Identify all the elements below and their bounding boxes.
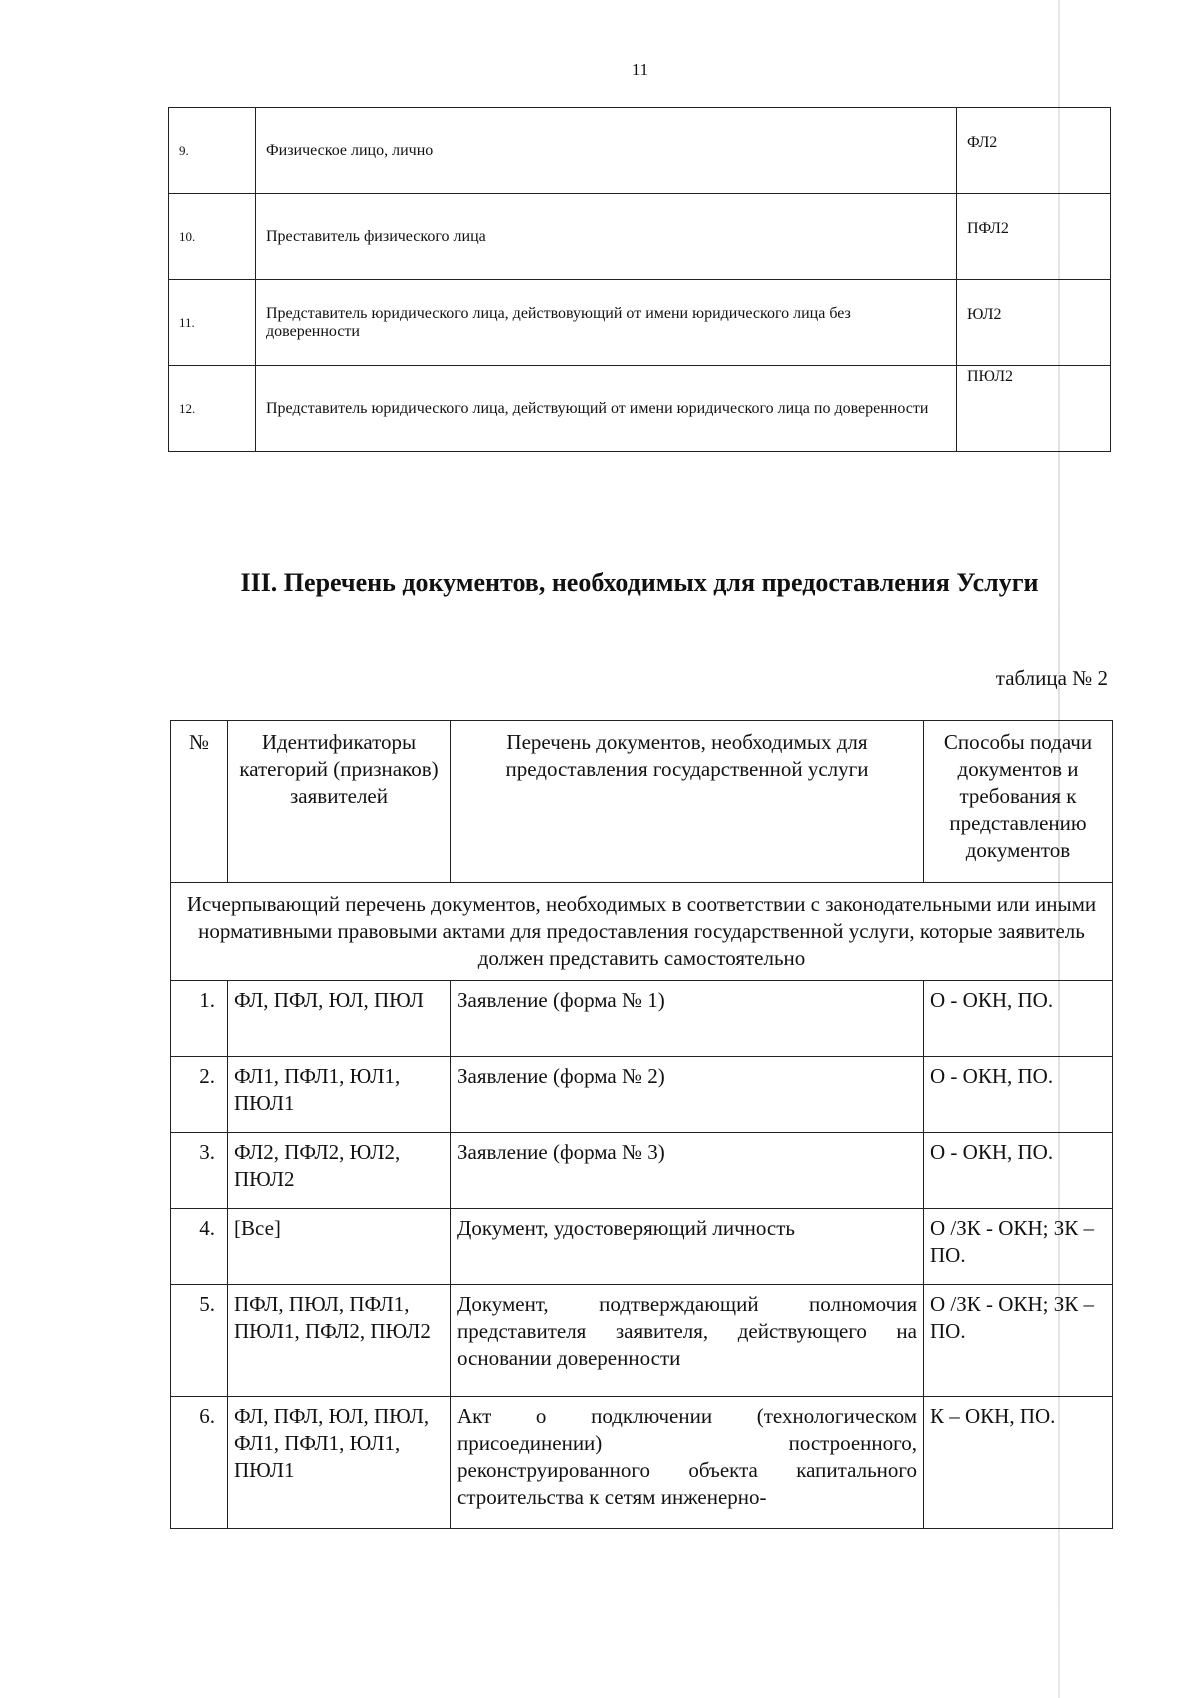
table-row xyxy=(171,981,1113,1057)
row-document: Документ, подтверждающий полномочия представителя заявителя, действующего на основании доверенности xyxy=(451,1285,924,1397)
table-section-row xyxy=(171,883,1113,981)
documents-table xyxy=(170,720,1113,1529)
table-row xyxy=(171,1133,1113,1209)
row-code: ЮЛ2 xyxy=(957,280,1111,366)
table-row xyxy=(171,1057,1113,1133)
header-identifiers: Идентификаторы категорий (признаков) заявителей xyxy=(228,721,451,883)
row-identifiers: [Все] xyxy=(228,1209,451,1285)
row-code: ПЮЛ2 xyxy=(957,366,1111,452)
row-method: О - ОКН, ПО. xyxy=(924,1133,1113,1209)
row-method: К – ОКН, ПО. xyxy=(924,1397,1113,1529)
row-number: 11. xyxy=(169,280,256,366)
row-method: О /ЗК - ОКН; ЗК – ПО. xyxy=(924,1285,1113,1397)
row-code: ПФЛ2 xyxy=(957,194,1111,280)
table-row xyxy=(169,194,1111,280)
row-method: О - ОКН, ПО. xyxy=(924,1057,1113,1133)
row-document: Акт о подключении (технологическом присоединении) построенного, реконструированного объекта капитального строительства к сетям инженерно- xyxy=(451,1397,924,1529)
row-number: 9. xyxy=(169,108,256,194)
row-number: 4. xyxy=(171,1209,228,1285)
row-description: Представитель юридического лица, действовующий от имени юридического лица без доверенности xyxy=(256,280,957,366)
row-document: Документ, удостоверяющий личность xyxy=(451,1209,924,1285)
row-description: Представитель юридического лица, действующий от имени юридического лица по доверенности xyxy=(256,366,957,452)
table-row xyxy=(171,1209,1113,1285)
section-row-text: Исчерпывающий перечень документов, необходимых в соответствии с законодательными или иными нормативными правовыми актами для предоставления государственной услуги, которые заявитель должен представить самостоятельно xyxy=(171,883,1113,981)
table-row xyxy=(169,366,1111,452)
header-documents: Перечень документов, необходимых для предоставления государственной услуги xyxy=(451,721,924,883)
row-code: ФЛ2 xyxy=(957,108,1111,194)
row-identifiers: ПФЛ, ПЮЛ, ПФЛ1, ПЮЛ1, ПФЛ2, ПЮЛ2 xyxy=(228,1285,451,1397)
row-number: 1. xyxy=(171,981,228,1057)
row-document: Заявление (форма № 3) xyxy=(451,1133,924,1209)
row-identifiers: ФЛ1, ПФЛ1, ЮЛ1, ПЮЛ1 xyxy=(228,1057,451,1133)
page-number: 11 xyxy=(631,60,649,79)
row-identifiers: ФЛ, ПФЛ, ЮЛ, ПЮЛ xyxy=(228,981,451,1057)
table-row xyxy=(169,280,1111,366)
row-number: 10. xyxy=(169,194,256,280)
row-identifiers: ФЛ2, ПФЛ2, ЮЛ2, ПЮЛ2 xyxy=(228,1133,451,1209)
row-document: Заявление (форма № 2) xyxy=(451,1057,924,1133)
table-row xyxy=(171,1397,1113,1529)
row-description: Преставитель физического лица xyxy=(256,194,957,280)
row-method: О /ЗК - ОКН; ЗК – ПО. xyxy=(924,1209,1113,1285)
row-document: Заявление (форма № 1) xyxy=(451,981,924,1057)
section-title: III. Перечень документов, необходимых для предоставления Услуги xyxy=(240,568,1039,597)
applicant-categories-table-continued xyxy=(168,107,1111,452)
row-number: 3. xyxy=(171,1133,228,1209)
table-row xyxy=(169,108,1111,194)
row-number: 12. xyxy=(169,366,256,452)
row-number: 5. xyxy=(171,1285,228,1397)
header-no: № xyxy=(171,721,228,883)
row-number: 6. xyxy=(171,1397,228,1529)
table-row xyxy=(171,1285,1113,1397)
header-methods: Способы подачи документов и требования к представлению документов xyxy=(924,721,1113,883)
table-caption: таблица № 2 xyxy=(995,666,1108,690)
row-method: О - ОКН, ПО. xyxy=(924,981,1113,1057)
row-description: Физическое лицо, лично xyxy=(256,108,957,194)
table-header-row xyxy=(171,721,1113,883)
row-number: 2. xyxy=(171,1057,228,1133)
row-identifiers: ФЛ, ПФЛ, ЮЛ, ПЮЛ, ФЛ1, ПФЛ1, ЮЛ1, ПЮЛ1 xyxy=(228,1397,451,1529)
